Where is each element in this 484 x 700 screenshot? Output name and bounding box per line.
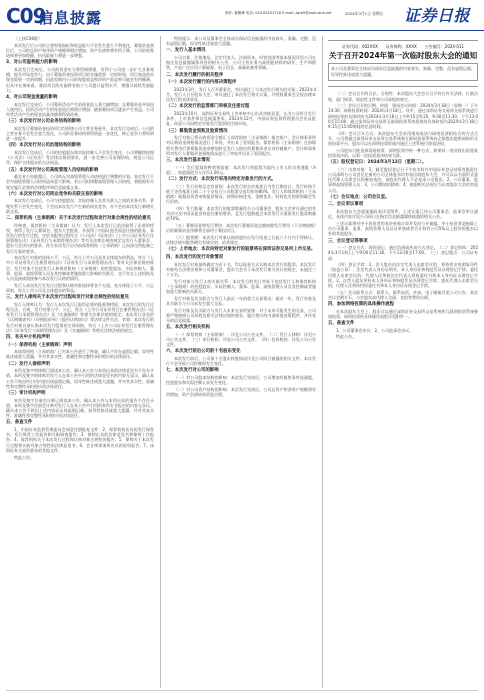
body-paragraph: （四）登记手续：1、法人股东由法定代表人出席会议的，须持营业执照复印件（加盖公章）、法定代表人身份证明书、本人身份证和持股凭证办理登记手续；委托代理人出席会议的，代理人还须持法定代表人授权委托书和本人身份证办理登记手续。2、自然人股东须持本人身份证和持股凭证办理登记手续；委托代理人出席会议的，代理人还须持授权委托书和本人身份证办理登记手续。 xyxy=(328,262,478,289)
body-paragraph: 公司名称、注册地址、法定代表人、注册资本、经营范围等基本情况详见公司在指定信息披露媒体刊登的相关公告。公司主营业务为高性能材料的研发、生产和销售，产品广泛应用于新能源、电子信息、高端装备等领域。 xyxy=(166,55,316,71)
column-1 xyxy=(6,36,154,688)
body-paragraph: （六）限售期：本次发行对象认购的股份自发行结束之日起六个月内不得转让。法律法规对限售期另有规定的，依其规定。 xyxy=(166,234,316,246)
body-paragraph: 1、中国证券监督管理委员会同意注册批复文件；2、保荐机构出具的发行保荐书、发行保荐工作报告和尽职调查报告；3、律师出具的法律意见书和律师工作报告；4、保荐机构关于本次发行过程和认购对象合规性的报告；5、律师关于本次发行过程和认购对象合规性的法律意见书；6、会计师事务所出具的验资报告；7、深圳证券交易所要求的其他文件。 xyxy=(6,426,154,453)
section-heading: 四、本次发行的发行对象情况 xyxy=(166,254,224,260)
newspaper-masthead: 证券日报 xyxy=(404,6,471,25)
body-paragraph: 本所及签字的律师已阅读本公告，确认本公告与本所出具的法律意见书不存在矛盾。本所及签字的律师对发行人在本公告中引用的法律意见书的内容无异议，确认本公告不致因所引用内容出现虚假记载、误导性陈述或重大遗漏，并对其真实性、准确性和完整性承担相应的法律责任。 xyxy=(6,368,154,389)
page-header xyxy=(0,0,484,31)
section-heading: 六、本次发行前后公司前十名股东变化 xyxy=(166,349,241,355)
body-paragraph: （三）发行价格及定价原则：本次发行的定价基准日为发行期首日，发行价格不低于定价基准日前二十个交易日公司股票交易均价的80%。发行人和保荐机构（主承销商）根据投资者申购报价情况，按照价格优先、金额优先、时间优先的原则确定发行价格。 xyxy=(166,183,316,205)
body-paragraph: 2023年3月，发行人召开董事会，审议通过了与本次发行相关的议案；2023年4月，发行人召开股东大会，审议通过了本次发行相关议案，并授权董事会全权办理本次发行的具体事宜。 xyxy=(166,86,316,103)
section-heading: 七、本次发行对公司的影响 xyxy=(166,368,219,374)
section-heading: （四）本次发行对公司治理结构的影响 xyxy=(6,143,81,149)
board-statement: 本公司及董事会全体成员保证信息披露的内容真实、准确、完整，没有虚假记载、误导性陈述或重大遗漏。 xyxy=(331,66,475,77)
body-paragraph: 在本次股东大会上，股东可以通过深圳证券交易所交易系统和互联网投票系统参加投票，网络投票的具体操作流程详见附件一。 xyxy=(328,308,478,319)
section-heading: （二）发行方式：本次发行采用向特定对象发行的方式。 xyxy=(166,177,276,183)
body-paragraph: （一）发行股票的种类和面值：本次发行的股票为境内上市人民币普通股（A股），每股面值为人民币1.00元。 xyxy=(166,164,316,175)
section-heading: （二）本次发行的监管部门审核及注册过程 xyxy=(166,104,250,110)
section-title: 信息披露 xyxy=(38,9,103,27)
body-paragraph: （五）会议联系方式：联系人、联系电话、传真、电子邮箱详见公司公告。本次会议会期半天，与会股东或代理人交通、食宿等费用自理。 xyxy=(328,289,478,300)
body-paragraph: 发行对象及其关联方与发行人最近一年的重大交易情况：最近一年，发行对象及其关联方与公司未发生重大交易。 xyxy=(166,295,316,306)
section-heading: （七）上市地点：本次向特定对象发行的股票将在深圳证券交易所上市交易。 xyxy=(166,247,316,253)
section-heading: （二）发行人律师声明 xyxy=(6,361,50,367)
body-paragraph: 公司股东只能选择现场投票、网络投票中的一种方式，如果同一表决权出现重复投票表决的，以第一次投票表决结果为准。 xyxy=(328,147,478,159)
body-paragraph: 本次发行对象最终确定为若干名，均以现金方式认购本次发行的股票。本次发行对象符合法律法规和公司董事会、股东大会关于本次发行相关决议的规定，未超过三十五名。 xyxy=(166,261,316,277)
body-paragraph: （四）发行数量：本次发行的股票数量符合公司董事会、股东大会审议通过的有关决议及中国证监会同意注册的要求，且发行股数超过本次发行方案拟发行股票数量的70%。 xyxy=(166,205,316,222)
editor-contact: 制作: 董聚峰 电话: 010-83251716 E-mail: zqrb9@zqrb.sina.net xyxy=(225,11,332,15)
section-heading: 三、会议登记等事项 xyxy=(328,238,368,244)
body-paragraph: （五）募集资金和发行费用：本次发行募集资金总额扣除发行费用（不含增值税）后的募集资金净额将全部用于募投项目。 xyxy=(166,223,316,234)
body-paragraph: （二）会议召开的合法、合规性：本次股东大会会议召开符合有关法律、行政法规、部门规章、规范性文件和公司章程的规定。 xyxy=(328,91,478,102)
section-heading: 五、备查文件 xyxy=(328,321,355,327)
body-paragraph: 1、公司董事会决议；2、公司监事会决议。 xyxy=(336,327,414,333)
body-paragraph: 上述议案将对中小投资者的表决单独计票并及时公开披露。中小投资者是指除上市公司董事、监事、高级管理人员以及单独或者合计持有公司5%以上股份的股东以外的其他股东。 xyxy=(328,220,478,237)
section-heading: 一、发行人基本情况 xyxy=(166,48,206,54)
section-heading: 五、本次发行相关机构 xyxy=(166,325,210,331)
stock-code-line: 证券代码：002XXX 证券简称：XXXX 公告编号：2024-011 xyxy=(341,44,465,49)
body-paragraph: 本次发行募集资金投资项目均围绕公司主营业务展开，本次发行完成后，公司的主营业务不会发生重大变化，公司的业务结构将得到进一步优化，核心竞争力将得到进一步提升。 xyxy=(6,125,154,142)
column-3 xyxy=(328,36,478,688)
section-heading: （三）本次发行对公司业务结构的影响 xyxy=(6,119,81,125)
issue-date: 2024年3月1日 星期五 xyxy=(345,11,384,16)
section-heading: （五）股权登记日：2024年3月12日（星期二）。 xyxy=(328,160,427,166)
section-heading: （六）本次发行对公司同业竞争和关联交易的影响 xyxy=(6,191,103,197)
section-heading: 三、本次发行基本情况 xyxy=(166,158,210,164)
body-paragraph: 发行人律师认为：发行人本次发行已取得必要的批准和授权；本次发行的发行过程合法、合规，发行结果公平、公正，符合《上市公司证券发行注册管理办法》《证券发行与承销管理办法》及《实施细则》等相关法律法规的规定；本次发行涉及的《认购邀请书》《申购报价单》《股份认购协议》等法律文件合法、有效；本次发行的发行对象具备认购本次发行股票的主体资格，符合《上市公司证券发行注册管理办法》《证券发行与承销管理办法》及《实施细则》等相关法律法规的规定。 xyxy=(6,301,154,333)
body-paragraph: 发行对象已将认购资金全额汇入保荐机构（主承销商）指定账户。会计师事务所对认购资金到账情况进行了审验，并出具了验资报告。保荐机构（主承销商）在扣除相关费用后将募集资金余额划转至发行人指定的募集资金专项存储账户，会计师事务所对发行人募集资金到账情况进行了审验并出具了验资报告。 xyxy=(166,135,316,156)
body-paragraph: （一）登记方式：现场登记、通过信函或传真方式登记。（二）登记时间：2024年3月14日上午9:00至11:30，下午13:30至17:00。（三）登记地点：公司证券部。 xyxy=(328,245,478,261)
body-paragraph: （一）保荐机构（主承销商）：详见公司公告文件。（二）发行人律师：详见公司公告文件。（三）审计机构：详见公司公告文件。（四）验资机构：详见公司公告文件。 xyxy=(166,331,316,348)
body-paragraph: （三）会议召开的日期、时间：现场会议时间：2024年3月18日（星期一）下午14:30；网络投票时间：2024年3月18日。其中，通过深圳证券交易所交易系统进行网络投票的具体时间为2024年3月18日上午9:15至9:25，9:30至11:30，下午13:00至15:00；通过深圳证券交易所互联网投票系统投票的具体时间为2024年3月18日9:15至15:00期间的任意时间。 xyxy=(328,103,478,130)
body-paragraph: 截至本公告披露日，公司尚无对高级管理人员结构进行调整的计划。本次发行不会对高级管理人员结构造成重大影响。若公司拟调整高级管理人员结构，将根据有关规定履行必要的法律程序和信息披露义务。 xyxy=(6,174,154,190)
section-heading: 二、本次发行履行的相关程序 xyxy=(166,72,224,78)
column-divider xyxy=(160,36,161,688)
body-paragraph: （四）会议召开方式：本次股东大会采用现场表决与网络投票相结合的方式召开。公司将通过深圳证券交易所交易系统和互联网投票系统向全体股东提供网络形式的投票平台，股东可以在网络投票时间内通过上述系统行使表决权。 xyxy=(328,130,478,147)
body-paragraph: （六）出席对象：1、截至股权登记日下午收市时在中国证券登记结算有限责任公司深圳分公司登记在册的公司全体股东均有权出席股东大会，并可以以书面形式委托代理人出席会议和参加表决，该股东代理人不必是本公司股东；2、公司董事、监事和高级管理人员；3、公司聘请的律师；4、根据相关法规应当出席股东大会的其他人员。 xyxy=(328,166,478,193)
section-heading: （五）本次发行对公司高级管理人员结构的影响 xyxy=(6,167,99,173)
section-heading: （三）募集资金到账及验资情况 xyxy=(166,128,228,134)
body-paragraph: （二）对公司资产结构的影响：本次发行完成后，公司总资产和净资产规模将有所增加，资产负债结构更趋合理。 xyxy=(166,386,316,398)
column-2 xyxy=(166,36,316,688)
article-columns xyxy=(6,36,478,688)
section-heading: 三、发行人律师关于本次发行过程和发行对象合规性的结论意见 xyxy=(6,295,129,301)
section-heading: （一）保荐机构（主承销商）声明 xyxy=(6,342,72,348)
body-paragraph: 本次发行对象的选择公平、公正，符合上市公司及其全体股东的利益，符合《上市公司证券发行注册管理办法》《证券发行与承销管理办法》等有关法律法规的规定。发行对象不包括发行人和保荐机构（主承销商）的控股股东、实际控制人、董事、监事、高级管理人员及其控制或者施加重大影响的关联方，也不存在上述机构及人员直接或间接参与本次发行认购的情形。 xyxy=(6,255,154,282)
body-paragraph: （一）对公司股本结构的影响：本次发行完成后，公司增加有限售条件流通股，控股股东和实际控制人未发生变化。 xyxy=(166,375,316,386)
body-paragraph: 本次发行后公司的主要财务指标和收益能力不会发生重大不利变化，募集资金到位后，公司的总资产和净资产规模将相应增加，资产负债率将有所下降，公司的财务结构将更加稳健，抗风险能力将进一步增强。 xyxy=(6,42,154,59)
column-divider xyxy=(322,36,323,688)
body-paragraph: 发行对象及其关联方与发行人未来交易的安排：对于未来可能发生的交易，公司将严格按照公司章程及相关法律法规的要求，履行相应的内部审批决策程序，并作充分的信息披露。 xyxy=(166,307,316,324)
section-heading: （一）本次发行履行的内部决策程序 xyxy=(166,80,237,86)
body-paragraph: （上接C08版） xyxy=(14,36,42,41)
section-heading: 四、有关中介机构声明 xyxy=(6,334,50,340)
body-paragraph: 本所及签字注册会计师已阅读本公告，确认本公告与本所出具的报告不存在矛盾。本所及签字注册会计师对发行人在本公告中引用的本所专业报告的内容无异议，确认本公告不致因上述内容而出现虚假记载、误导性陈述或重大遗漏，并对其真实性、准确性和完整性承担相应的法律责任。 xyxy=(6,397,154,419)
footer-rule xyxy=(6,690,478,691)
section-heading: 四、参加网络投票的具体操作流程 xyxy=(328,302,394,308)
section-heading: 二、保荐机构（主承销商）关于本次发行过程和发行对象合规性的结论意见 xyxy=(6,215,151,221)
section-heading: 3、对公司盈利能力的影响 xyxy=(6,60,58,66)
body-paragraph: 本次发行完成后，公司与控股股东、实际控制人及其关联人之间的业务关系、管理关系不会发生变化，不会因本次发行产生新的同业竞争，亦不会因本次发行新增关联交易。 xyxy=(6,198,154,214)
body-paragraph: 特别提示：本公司及董事会全体成员保证信息披露的内容真实、准确、完整，没有虚假记载、误导性陈述或重大遗漏。 xyxy=(166,36,316,47)
page-code: C09 xyxy=(6,4,46,28)
section-heading: （三）审计机构声明 xyxy=(6,390,46,396)
body-paragraph: 特此公告。 xyxy=(14,454,34,460)
body-paragraph: 本次发行完成后，公司的资金实力将得到增强，有利于公司进一步扩大业务规模，提升市场竞争力。由于募集资金投资项目的实施需要一定的时间，项目效益的实现也需要一定的周期，因此短期内公司的每股收益和净资产收益率可能会有所摊薄。但从中长期来看，募投项目的实施将有助于公司提升盈利水平，增强可持续发展能力。 xyxy=(6,66,154,93)
body-paragraph: 本次发行前后，公司前十名股东持股情况详见公司同日披露的相关文件。本次发行不会导致公司控制权发生变化。 xyxy=(166,356,316,367)
board-statement-box xyxy=(328,63,478,81)
section-heading: 二、会议审议事项 xyxy=(328,202,364,208)
body-paragraph: 发行对象与发行人的关联关系：本次发行的发行对象不包括发行人和保荐机构（主承销商）的控股股东、实际控制人、董事、监事、高级管理人员及其控制或者施加重大影响的关联方。 xyxy=(166,278,316,295)
body-paragraph: 发行人本次发行在发行过程和认购对象选择等各个方面，充分体现了公平、公正原则，符合上市公司及全体股东的利益。 xyxy=(6,282,154,293)
announcement-title: 关于召开2024年第一次临时股东大会的通知 xyxy=(328,51,478,61)
body-paragraph: 本保荐机构（主承销商）已对本公告进行了核查，确认不存在虚假记载、误导性陈述或重大遗漏，并对其真实性、准确性和完整性承担相应的法律责任。 xyxy=(6,349,154,360)
section-heading: 五、备查文件 xyxy=(6,420,33,426)
body-paragraph: 本次股东大会提案编码表详见附件。上述议案已经公司董事会、监事会审议通过，具体内容详见公司同日在指定信息披露媒体披露的相关公告。 xyxy=(328,209,478,220)
section-heading: 4、对公司现金流量的影响 xyxy=(6,94,58,100)
body-paragraph: 本次发行完成后，公司的控股股东和实际控制人不会发生变化，公司将继续按照《公司法》《证券法》等法律法规的要求，进一步完善公司治理结构，规范公司运作，保护全体股东的合法权益。 xyxy=(6,149,154,166)
body-paragraph: 本次发行完成后，公司筹资活动产生的现金流入将大幅增加；在募集资金开始投入使用后，投资活动产生的现金流出将相应增加；随着募投项目逐步产生效益，公司经营活动产生的现金流量净额将得到改善。 xyxy=(6,101,154,117)
meeting-notice-body xyxy=(328,91,478,339)
body-paragraph: 特此公告。 xyxy=(336,334,356,340)
announcement-header xyxy=(328,40,478,87)
body-paragraph: 2023年10月，深圳证券交易所上市审核中心出具审核意见，认为公司符合发行条件、上市条件和信息披露要求。2023年12月，中国证券监督管理委员会出具批复，同意公司向特定对象发行股票的注册申请。 xyxy=(166,111,316,127)
body-paragraph: 经核查，保荐机构（主承销商）认为：发行人本次发行已依法取得了必要的授权，获得了发行人董事会、股东大会批准，并获得了中国证监会同意注册的批复。本次发行的发行过程、定价及配售过程符合《公司法》《证券法》《上市公司证券发行注册管理办法》《证券发行与承销管理办法》等有关法律法规的规定及发行人董事会、股东大会决议的要求，符合本次发行启动前保荐机构（主承销商）已向深交所报备之发行方案的要求。 xyxy=(6,222,154,254)
section-heading: （七）会议地点：公司会议室。 xyxy=(328,194,390,200)
